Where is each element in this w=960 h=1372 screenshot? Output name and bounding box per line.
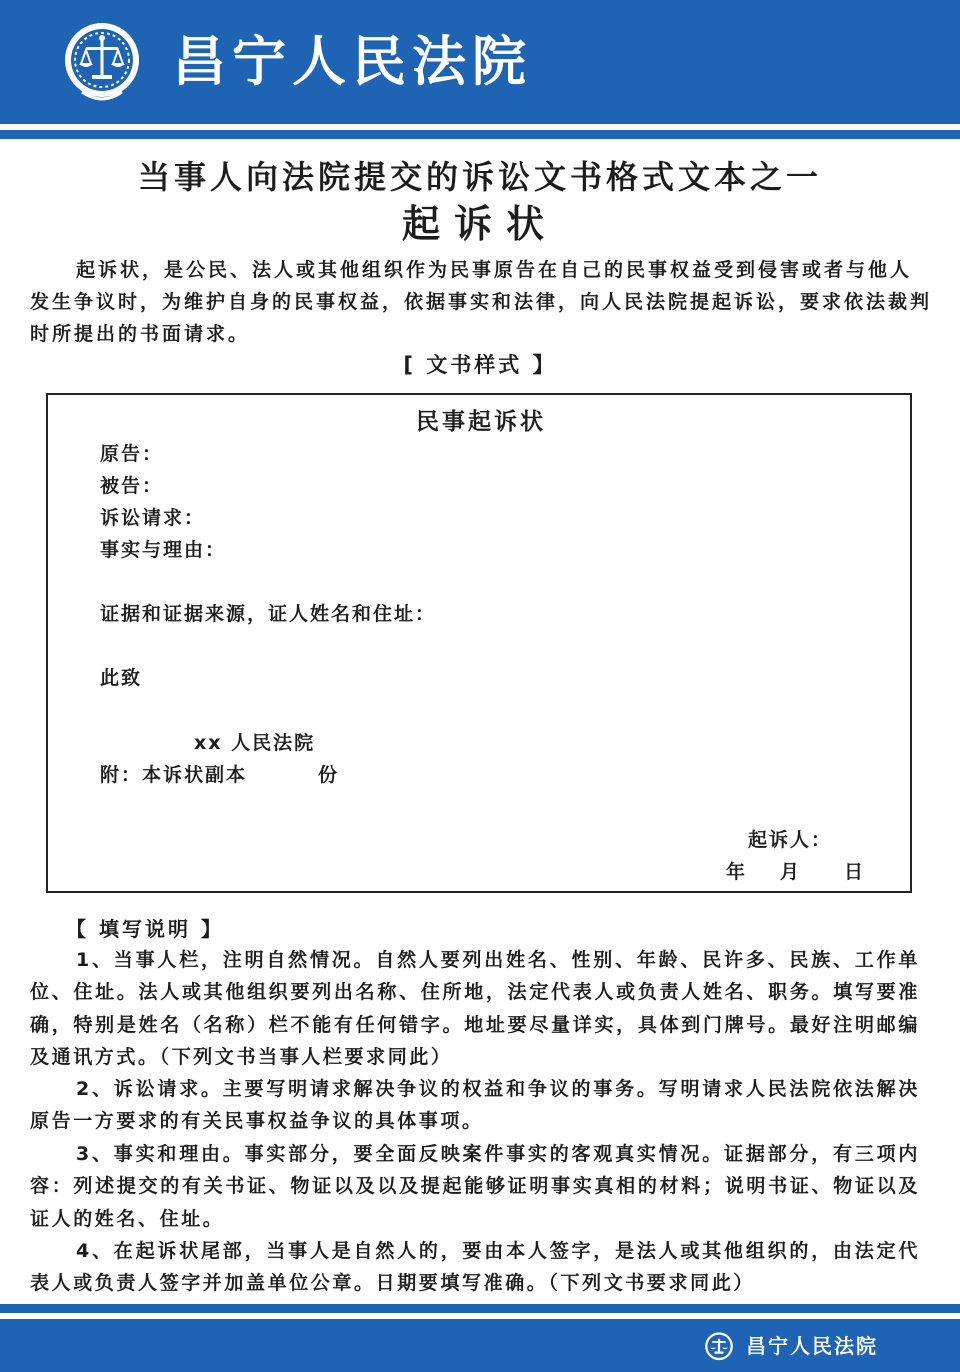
instruction-item: 2、诉讼请求。主要写明请求解决争议的权益和争议的事务。写明请求人民法院依法解决原告一方要求的有关民事权益争议的具体事项。 [30, 1078, 920, 1133]
court-addressee: xx 人民法院 [194, 732, 316, 754]
document-subtitle: 当事人向法院提交的诉讼文书格式文本之一 [137, 158, 822, 196]
sample-label: [ 文书样式 】 [403, 353, 557, 377]
header-banner [0, 0, 960, 124]
court-emblem-icon [62, 20, 142, 104]
date-day: 日 [844, 861, 866, 883]
intro-paragraph: 起诉状，是公民、法人或其他组织作为民事原告在自己的民事权益受到侵害或者与他人发生争议时，为维护自身的民事权益，依据事实和法律，向人民法院提起诉讼，要求依法裁判时所提出的书面请求。 [30, 259, 933, 345]
court-name-title: 昌宁人民法院 [172, 30, 532, 93]
instruction-item: 1、当事人栏，注明自然情况。自然人要列出姓名、性别、年龄、民许多、民族、工作单位、住址。法人或其他组织要列出名称、住所地，法定代表人或负责人姓名、职务。填写要准确，特别是姓名（名称）栏不能有任何错字。地址要尽量详实，具体到门牌号。最好注明邮编及通讯方式。（下列文书当事人栏要求同此） [30, 949, 920, 1069]
document-title: 起诉状 [401, 202, 558, 246]
complaint-form-sample [46, 393, 912, 893]
footer-court-name: 昌宁人民法院 [746, 1334, 878, 1358]
attachment-label: 附：本诉状副本 [100, 764, 248, 786]
claims-label: 诉讼请求： [100, 507, 206, 529]
instruction-item: 3、事实和理由。事实部分，要全面反映案件事实的客观真实情况。证据部分，有三项内容：列述提交的有关书证、物证以及以及提起能够证明事实真相的材料；说明书证、物证以及证人的姓名、住址。 [30, 1143, 920, 1230]
date-month: 月 [780, 861, 802, 883]
court-emblem-icon [704, 1331, 734, 1363]
footer-banner [0, 1319, 960, 1372]
date-year: 年 [726, 861, 748, 883]
instructions-header: 【 填写说明 】 [66, 917, 224, 941]
salutation: 此致 [100, 667, 143, 689]
signer-label: 起诉人： [748, 829, 833, 851]
copies-unit: 份 [318, 764, 340, 786]
evidence-label: 证据和证据来源，证人姓名和住址： [100, 603, 437, 625]
plaintiff-label: 原告： [100, 443, 164, 465]
footer-stripe [0, 1304, 960, 1313]
header-stripe [0, 130, 960, 139]
defendant-label: 被告： [100, 475, 164, 497]
facts-label: 事实与理由： [100, 539, 227, 561]
instruction-item: 4、在起诉状尾部，当事人是自然人的，要由本人签字，是法人或其他组织的，由法定代表人或负责人签字并加盖单位公章。日期要填写准确。（下列文书要求同此） [30, 1240, 920, 1295]
form-title: 民事起诉状 [416, 409, 546, 435]
